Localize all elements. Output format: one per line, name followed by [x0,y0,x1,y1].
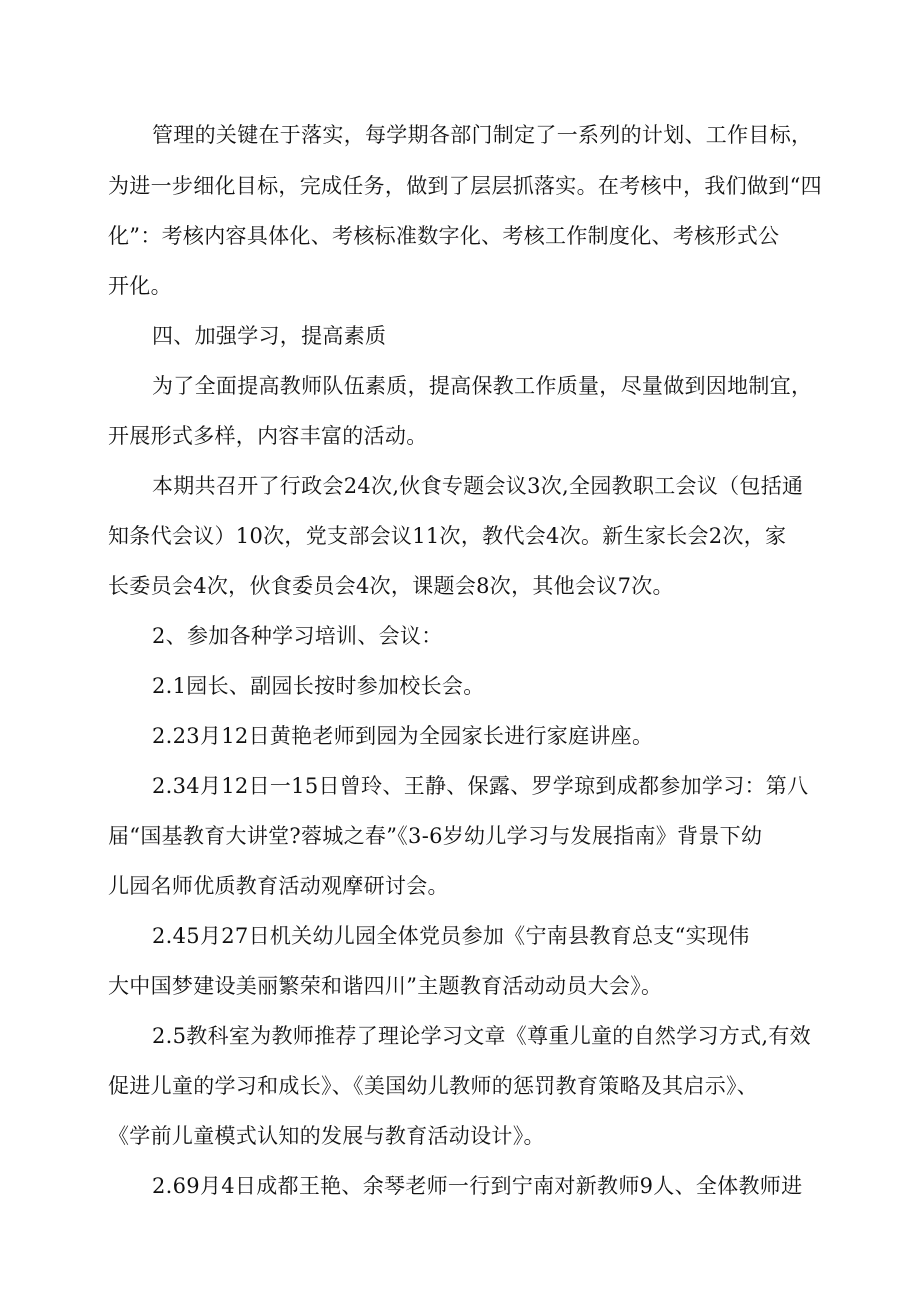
paragraph-line: 管理的关键在于落实，每学期各部门制定了一系列的计划、工作目标， [152,123,813,147]
list-item-continuation: 《学前儿童模式认知的发展与教育活动设计》。 [108,1124,545,1148]
list-item: 2.5教科室为教师推荐了理论学习文章《尊重儿童的自然学习方式,有效 [152,1024,811,1048]
paragraph-line: 为了全面提高教师队伍素质，提高保教工作质量，尽量做到因地制宜， [152,374,813,398]
paragraph-line: 长委员会4次，伙食委员会4次，课题会8次，其他会议7次。 [108,574,674,598]
list-item: 2.23月12日黄艳老师到园为全园家长进行家庭讲座。 [152,724,654,748]
list-item: 2.34月12日一15日曾玲、王静、保露、罗学琼到成都参加学习：第八 [152,774,809,798]
paragraph-line: 为进一步细化目标，完成任务，做到了层层抓落实。在考核中，我们做到“四 [108,174,822,198]
paragraph-line: 开化。 [108,274,172,298]
paragraph-line: 本期共召开了行政会24次,伙食专题会议3次,全园教职工会议（包括通 [152,474,804,498]
list-item: 2.45月27日机关幼儿园全体党员参加《宁南县教育总支“实现伟 [152,924,750,948]
list-item-continuation: 大中国梦建设美丽繁荣和谐四川”主题教育活动动员大会》。 [108,974,663,998]
list-item-continuation: 届“国基教育大讲堂?蓉城之春”《3-6岁幼儿学习与发展指南》背景下幼 [108,824,763,848]
list-item: 2.1园长、副园长按时参加校长会。 [152,674,485,698]
paragraph-line: 开展形式多样，内容丰富的活动。 [108,424,428,448]
section-heading: 四、加强学习，提高素质 [152,324,387,348]
list-item-continuation: 促进儿童的学习和成长》、《美国幼儿教师的惩罚教育策略及其启示》、 [108,1074,759,1098]
paragraph-line: 化”：考核内容具体化、考核标准数字化、考核工作制度化、考核形式公 [108,224,780,248]
list-heading: 2、参加各种学习培训、会议： [152,624,443,648]
paragraph-line: 知条代会议）10次，党支部会议11次，教代会4次。新生家长会2次，家 [108,524,787,548]
list-item: 2.69月4日成都王艳、余琴老师一行到宁南对新教师9人、全体教师进 [152,1174,803,1198]
list-item-continuation: 儿园名师优质教育活动观摩研讨会。 [108,874,449,898]
